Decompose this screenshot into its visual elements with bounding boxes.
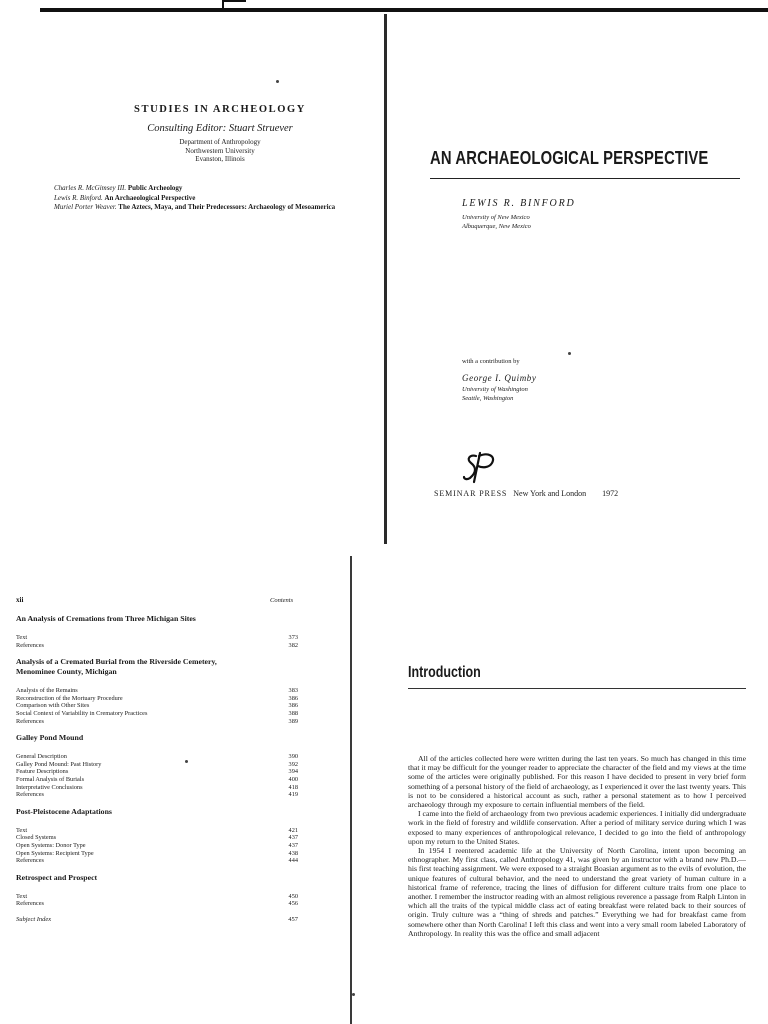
contributor-affiliation <box>462 386 528 403</box>
series-title-entry <box>54 184 354 194</box>
contributor-name: George I. Quimby <box>462 373 537 383</box>
affiliation-line: Albuquerque, New Mexico <box>462 222 531 230</box>
toc-entry-label: Galley Pond Mound: Past History <box>16 760 102 768</box>
toc-entry-page: 400 <box>288 775 298 783</box>
chapter-title-rule <box>408 688 746 689</box>
toc-entry <box>16 687 306 695</box>
toc-entry <box>16 842 306 850</box>
author-name: LEWIS R. BINFORD <box>462 198 576 209</box>
toc-entry-page: 421 <box>288 826 298 834</box>
book-spine-shadow <box>350 556 352 1024</box>
toc-section-title: Analysis of a Cremated Burial from the Riverside Cemetery, Menominee County, Michigan <box>16 657 217 677</box>
toc-entry-page: 418 <box>288 783 298 791</box>
toc-entry <box>16 791 306 799</box>
seminar-press-logo-icon <box>462 450 502 484</box>
department-line: Department of Anthropology <box>179 138 261 146</box>
toc-entry-page: 386 <box>288 702 298 710</box>
toc-section <box>16 614 306 649</box>
toc-entry-page: 373 <box>288 634 298 641</box>
department-line: Northwestern University <box>185 146 255 155</box>
toc-entry-page: 388 <box>288 709 298 717</box>
toc-entry-page: 457 <box>288 915 298 923</box>
toc-entry-label: Subject Index <box>16 915 52 923</box>
scan-speck <box>352 993 355 996</box>
toc-entry <box>16 768 306 776</box>
series-title-entry <box>54 194 354 204</box>
toc-entry <box>16 710 306 718</box>
series-entry-author: Lewis R. Binford. <box>54 193 103 202</box>
toc-entry-label: References <box>16 717 44 725</box>
toc-entry-page: 383 <box>288 687 298 695</box>
toc-section <box>16 873 306 908</box>
scan-top-border <box>40 8 768 12</box>
toc-entry <box>16 642 306 650</box>
toc-entry-label: Open Systems: Recipient Type <box>16 849 94 857</box>
consulting-editor: Consulting Editor: Stuart Struever <box>147 123 293 134</box>
toc-entry <box>16 850 306 858</box>
toc-entry-label: General Description <box>16 753 67 761</box>
toc-entry-page: 390 <box>288 753 298 761</box>
toc-entry-page: 450 <box>288 892 298 900</box>
toc-section <box>16 733 306 799</box>
toc-entry-page: 382 <box>288 641 298 649</box>
toc-entry-label: Social Context of Variability in Crematory Practices <box>16 709 148 717</box>
series-entry-title: The Aztecs, Maya, and Their Predecessors: Archaeology of Mesoamerica <box>118 203 336 211</box>
running-head: Contents <box>270 597 294 604</box>
intro-body <box>408 754 746 938</box>
toc-entry-page: 392 <box>288 760 298 768</box>
toc-section-title: Galley Pond Mound <box>16 733 84 743</box>
toc-entry-label: Feature Descriptions <box>16 768 69 776</box>
toc-entry <box>16 834 306 842</box>
toc-entry <box>16 784 306 792</box>
toc-entry <box>16 776 306 784</box>
department-line: Evanston, Illinois <box>195 155 245 163</box>
toc-entry-page: 444 <box>288 857 298 865</box>
toc-entry-label: Text <box>16 634 28 641</box>
toc-entry <box>16 893 306 901</box>
toc-entry-label: Text <box>16 826 28 834</box>
page-number: xii <box>16 596 24 604</box>
series-entry-title: Public Archeology <box>127 184 183 192</box>
toc-entry <box>16 857 306 865</box>
toc-entry <box>16 827 306 835</box>
toc-entry <box>16 695 306 703</box>
toc-entry-label: Open Systems: Donor Type <box>16 841 86 849</box>
publisher-line <box>434 489 618 498</box>
toc-entry-label: References <box>16 900 44 908</box>
publisher-name: SEMINAR PRESS <box>434 489 508 498</box>
scan-mark <box>222 0 246 2</box>
scan-speck <box>568 352 571 355</box>
toc-entry <box>16 761 306 769</box>
toc-entry-label: Comparison with Other Sites <box>16 702 90 710</box>
scan-speck <box>276 80 279 83</box>
series-title: STUDIES IN ARCHEOLOGY <box>134 104 306 115</box>
affiliation-line: University of New Mexico <box>462 214 530 221</box>
book-spine-shadow <box>384 14 387 544</box>
toc-entry-page: 437 <box>288 834 298 842</box>
toc-entry <box>16 702 306 710</box>
series-entry-author: Charles R. McGimsey III. <box>54 184 127 192</box>
toc-entry-label: Interpretative Conclusions <box>16 783 83 791</box>
toc-entry-page: 389 <box>288 717 298 725</box>
toc-entry-label: Reconstruction of the Mortuary Procedure <box>16 694 123 702</box>
toc-entry-label: Analysis of the Remains <box>16 687 78 695</box>
book-title: AN ARCHAEOLOGICAL PERSPECTIVE <box>430 147 709 168</box>
affiliation-line: Seattle, Washington <box>462 394 514 402</box>
publication-year: 1972 <box>602 489 619 498</box>
author-affiliation <box>462 214 531 231</box>
intro-paragraph: I came into the field of archaeology from two previous academic experiences. I initially did undergraduate work in the field of forestry and wildlife conservation. After a period of military service during which I was exposed to many experiences of anthropological relevance, I decided to go into the field of anthropology upon my return to the United States. <box>408 809 746 846</box>
contribution-label: with a contribution by <box>462 358 520 365</box>
toc-entry-page: 386 <box>288 694 298 702</box>
toc-entry-page: 437 <box>288 841 298 849</box>
intro-paragraph: All of the articles collected here were written during the last ten years. So much has changed in this time that it may be difficult for the younger reader to appreciate the character of the field and my views at the time some of the articles were originally published. For this reason I have decided to present in very brief form something of a personal history of the field of archaeology, as I experienced it over the last twenty years. This is not to be considered a historical account as such, rather a personal statement as to how I perceived archaeology through my exposure to certain influential members of the field. <box>408 754 746 810</box>
toc-entry-label: Text <box>16 892 28 900</box>
title-rule <box>430 178 740 179</box>
publisher-city: New York and London <box>513 489 587 498</box>
toc-entry-page: 394 <box>288 768 298 776</box>
toc-entry-page: 419 <box>288 791 298 799</box>
toc-entry-page: 438 <box>288 849 298 857</box>
intro-paragraph: In 1954 I reentered academic life at the University of North Carolina, intent upon becoming an ethnographer. My first class, called Anthropology 41, was given by an instructor with a brand new Ph.D.—his first teaching assignment. We were exposed to a straight Boasian argument as to the evils of evolution, the unique features of cultural behavior, and the need to understand the great variety of human culture in a historical frame of reference, tracing the lines of diffusion for different culture traits from one place to another. I remember the instructor reading with an almost religious reverence a passage from Ralph Linton in which all the traits of the typical middle class act of eating breakfast were related back to their sources of origin. Truly culture was a “thing of shreds and patches.” Everything we had for breakfast came from somewhere other than North Carolina! I left this class and went into a very small room labeled Laboratory of Anthropology. In reality this was the office and small adjacent <box>408 846 746 938</box>
affiliation-line: University of Washington <box>462 386 528 393</box>
toc-entry <box>16 634 306 642</box>
toc-entry-label: References <box>16 857 44 865</box>
series-titles-list <box>54 184 354 213</box>
toc-section-title: Post-Pleistocene Adaptations <box>16 806 112 816</box>
toc-entry-label: References <box>16 791 44 799</box>
toc-section <box>16 657 306 725</box>
toc-entry <box>16 900 306 908</box>
series-title-entry <box>54 203 354 213</box>
toc-entry <box>16 718 306 726</box>
toc-entry-label: Formal Analysis of Burials <box>16 775 85 783</box>
toc-section-title: An Analysis of Cremations from Three Michigan Sites <box>16 614 196 623</box>
toc-section <box>16 807 306 865</box>
department-address <box>100 138 340 164</box>
series-entry-author: Muriel Porter Weaver. <box>54 203 117 211</box>
chapter-title: Introduction <box>408 664 481 681</box>
toc-entry-label: References <box>16 641 44 649</box>
toc-entry-label: Closed Systems <box>16 834 57 842</box>
toc-subject-index <box>16 916 306 923</box>
toc-section-title: Retrospect and Prospect <box>16 872 98 882</box>
table-of-contents <box>16 614 306 923</box>
toc-entry-page: 456 <box>288 900 298 908</box>
series-entry-title: An Archaeological Perspective <box>104 193 196 202</box>
toc-entry <box>16 753 306 761</box>
